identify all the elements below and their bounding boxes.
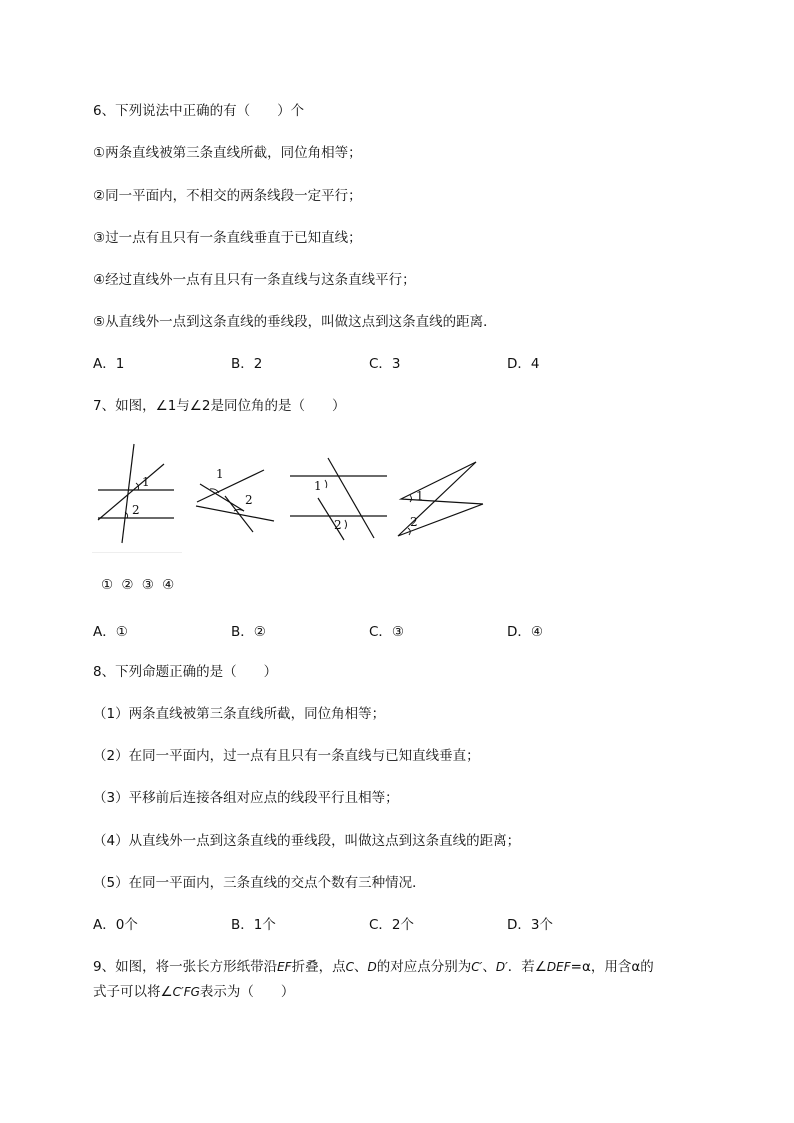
q7-figure-caption: ① ② ③ ④ bbox=[101, 577, 177, 593]
q8-item-4: （4）从直线外一点到这条直线的垂线段，叫做这点到这条直线的距离； bbox=[93, 833, 521, 849]
q9-point-d: D bbox=[367, 960, 377, 974]
fig3-label-2: 2 bbox=[334, 518, 342, 532]
q9-stem-line-2 bbox=[93, 980, 294, 1000]
q6-option-a[interactable]: A．1 bbox=[93, 356, 125, 372]
q8-item-1: （1）两条直线被第三条直线所截，同位角相等； bbox=[93, 706, 386, 722]
q9-text: 、 bbox=[353, 959, 368, 975]
q6-item-5: ⑤从直线外一点到这条直线的垂线段，叫做这点到这条直线的距离． bbox=[93, 314, 497, 330]
q8-option-a[interactable]: A．0个 bbox=[93, 917, 138, 933]
q6-options bbox=[93, 352, 713, 372]
fig4-label-2: 2 bbox=[410, 515, 418, 529]
q9-angle-def: DEF bbox=[546, 960, 571, 974]
q8-stem: 8、下列命题正确的是（ ） bbox=[93, 664, 278, 680]
q7-stem: 7、如图，∠1与∠2是同位角的是（ ） bbox=[93, 398, 346, 414]
fig2-label-1: 1 bbox=[216, 467, 224, 481]
fig4-angle-1-arc bbox=[410, 495, 412, 502]
q6-option-c[interactable]: C．3 bbox=[369, 356, 401, 372]
q9-ef: EF bbox=[277, 960, 292, 974]
fig3-angle-2-arc bbox=[345, 520, 347, 529]
q7-option-a[interactable]: A．① bbox=[93, 624, 128, 640]
q8-option-b[interactable]: B．1个 bbox=[231, 917, 276, 933]
q9-text: 9、如图，将一张长方形纸带沿 bbox=[93, 959, 278, 975]
fig3-label-1: 1 bbox=[314, 479, 322, 493]
q9-angle-cfg: C′FG bbox=[172, 985, 200, 999]
fig1-transversal-steep bbox=[122, 444, 134, 543]
q8-item-2: （2）在同一平面内，过一点有且只有一条直线与已知直线垂直； bbox=[93, 748, 480, 764]
q6-item-4: ④经过直线外一点有且只有一条直线与这条直线平行； bbox=[93, 272, 416, 288]
q7-option-c[interactable]: C．③ bbox=[369, 624, 405, 640]
q9-text: 、 bbox=[482, 959, 496, 975]
fig1-label-1: 1 bbox=[142, 475, 150, 489]
q7-figure-4 bbox=[398, 462, 483, 536]
q6-stem: 6、下列说法中正确的有（ ）个 bbox=[93, 103, 305, 119]
q6-item-3: ③过一点有且只有一条直线垂直于已知直线； bbox=[93, 230, 362, 246]
figure-edge-shadow bbox=[92, 552, 182, 553]
q9-text: 表示为（ ） bbox=[199, 984, 295, 1000]
q9-text: 折叠，点 bbox=[291, 959, 346, 975]
q9-text: 的对应点分别为 bbox=[376, 959, 472, 975]
q8-options bbox=[93, 913, 713, 933]
q8-option-c[interactable]: C．2个 bbox=[369, 917, 415, 933]
fig4-zigzag-upper bbox=[401, 462, 483, 504]
q9-point-d-prime: D′ bbox=[495, 960, 508, 974]
q9-point-c: C bbox=[345, 960, 354, 974]
q6-item-1: ①两条直线被第三条直线所截，同位角相等； bbox=[93, 145, 362, 161]
q9-stem-line-1 bbox=[93, 955, 654, 975]
q7-figure-3 bbox=[290, 458, 387, 540]
q9-text: 式子可以将∠ bbox=[93, 984, 173, 1000]
fig4-label-1: 1 bbox=[416, 489, 424, 503]
fig2-label-2: 2 bbox=[245, 493, 253, 507]
q9-text: =α，用含α的 bbox=[570, 959, 654, 975]
q8-option-d[interactable]: D．3个 bbox=[507, 917, 553, 933]
q7-option-d[interactable]: D．④ bbox=[507, 624, 543, 640]
fig3-angle-1-arc bbox=[325, 480, 327, 488]
q7-option-b[interactable]: B．② bbox=[231, 624, 266, 640]
q7-options bbox=[93, 620, 713, 640]
q8-item-5: （5）在同一平面内，三条直线的交点个数有三种情况． bbox=[93, 875, 426, 891]
q6-item-2: ②同一平面内，不相交的两条线段一定平行； bbox=[93, 188, 362, 204]
q7-figure bbox=[92, 436, 492, 556]
q9-text: ．若∠ bbox=[507, 959, 547, 975]
q6-option-d[interactable]: D．4 bbox=[507, 356, 540, 372]
q7-figure-1 bbox=[98, 444, 174, 543]
q6-option-b[interactable]: B．2 bbox=[231, 356, 263, 372]
fig2-line-b bbox=[197, 470, 264, 502]
q9-point-c-prime: C′ bbox=[471, 960, 483, 974]
q7-figure-2 bbox=[196, 467, 274, 532]
q8-item-3: （3）平移前后连接各组对应点的线段平行且相等； bbox=[93, 790, 399, 806]
fig1-label-2: 2 bbox=[132, 503, 140, 517]
